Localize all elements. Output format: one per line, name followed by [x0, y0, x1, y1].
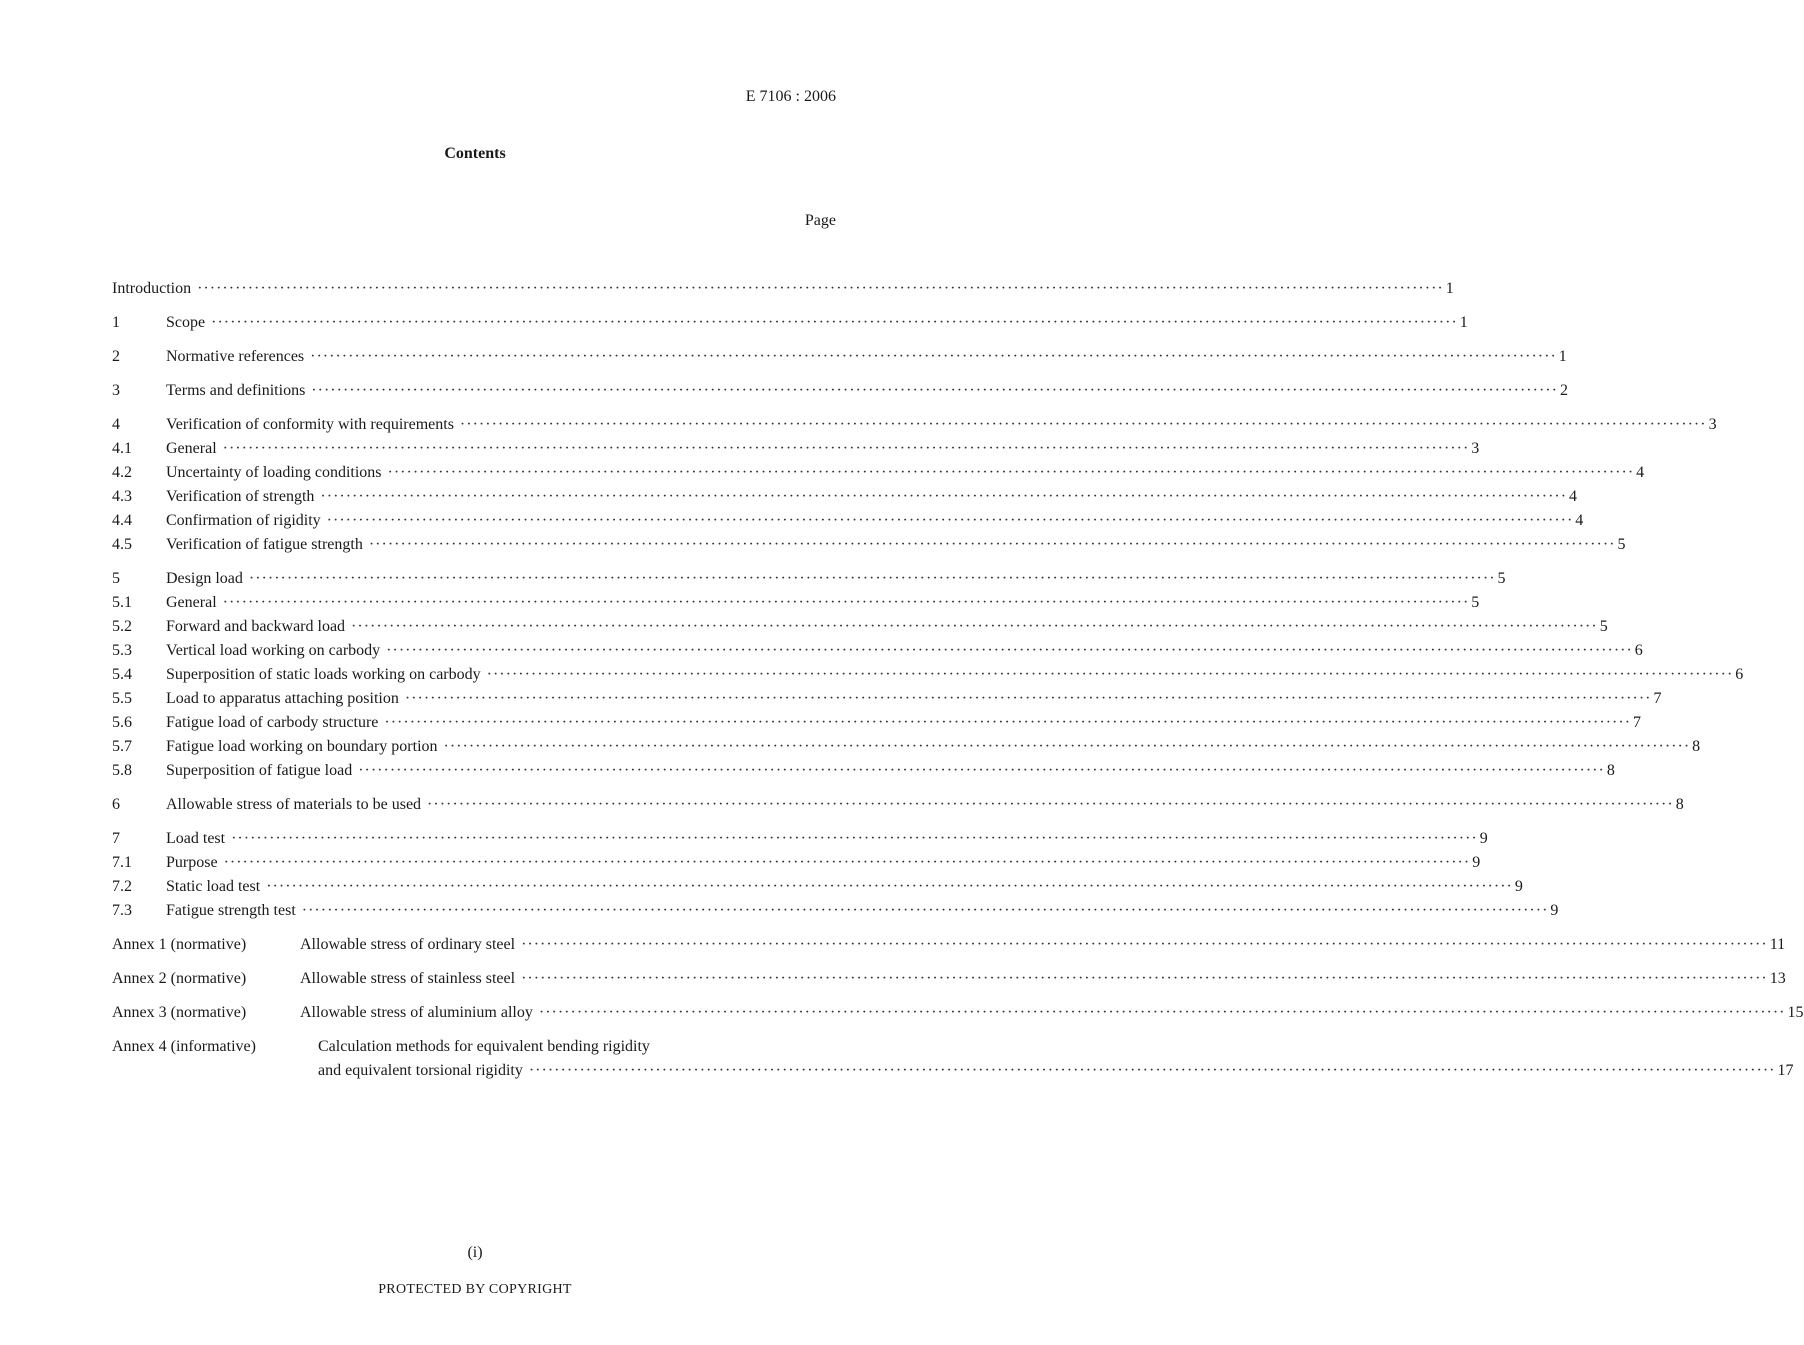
- toc-entry-title: General: [166, 594, 217, 611]
- dot-leader: [224, 851, 1471, 875]
- toc-entry-title: Verification of conformity with requirements: [166, 416, 454, 433]
- toc-entry-number: 3: [112, 382, 120, 399]
- toc-entry-page: 4: [1636, 464, 1645, 481]
- toc-entry-5-7[interactable]: [112, 735, 1701, 759]
- toc-entry-page: 15: [1787, 1004, 1804, 1021]
- dot-leader: [320, 485, 1567, 509]
- toc-entry-2[interactable]: [112, 345, 1567, 369]
- toc-entry-page: 5: [1599, 618, 1608, 635]
- toc-annex-4-title-block: [318, 1035, 1793, 1083]
- dot-leader: [386, 639, 1633, 663]
- toc-entry-title: Forward and backward load: [166, 618, 346, 635]
- toc-entry-number: 4.1: [112, 440, 132, 457]
- table-of-contents: [112, 277, 1804, 1083]
- toc-entry-title: Load test: [166, 830, 226, 847]
- toc-entry-7[interactable]: [112, 827, 1488, 851]
- toc-entry-number: 5.4: [112, 666, 132, 683]
- toc-entry-introduction[interactable]: [112, 277, 1454, 301]
- toc-entry-title: Normative references: [166, 348, 305, 365]
- toc-entry-number: 5.5: [112, 690, 132, 707]
- toc-entry-5-8[interactable]: [112, 759, 1615, 783]
- dot-leader: [427, 793, 1674, 817]
- toc-entry-page: 13: [1769, 970, 1786, 987]
- toc-entry-page: 1: [1445, 280, 1454, 297]
- toc-entry-annex-3[interactable]: [112, 1001, 1804, 1025]
- toc-entry-number: 5.8: [112, 762, 132, 779]
- toc-entry-title: Fatigue load working on boundary portion: [166, 738, 438, 755]
- dot-leader: [351, 615, 1598, 639]
- toc-entry-page: 3: [1708, 416, 1717, 433]
- toc-entry-title: Verification of strength: [166, 488, 315, 505]
- toc-entry-title-line-1: Calculation methods for equivalent bending rigidity: [318, 1038, 650, 1055]
- toc-entry-page: 9: [1472, 854, 1481, 871]
- dot-leader: [358, 759, 1605, 783]
- toc-entry-title: Confirmation of rigidity: [166, 512, 321, 529]
- toc-entry-title: Vertical load working on carbody: [166, 642, 381, 659]
- toc-entry-page: 5: [1497, 570, 1506, 587]
- toc-entry-number: 4.2: [112, 464, 132, 481]
- toc-entry-title: Uncertainty of loading conditions: [166, 464, 382, 481]
- toc-entry-title: Superposition of fatigue load: [166, 762, 353, 779]
- toc-entry-title: Verification of fatigue strength: [166, 536, 363, 553]
- toc-entry-number: 5.1: [112, 594, 132, 611]
- toc-entry-page: 7: [1653, 690, 1662, 707]
- toc-entry-title: Static load test: [166, 878, 261, 895]
- toc-entry-7-1[interactable]: [112, 851, 1481, 875]
- toc-entry-number: 5.7: [112, 738, 132, 755]
- dot-leader: [444, 735, 1691, 759]
- toc-entry-5-4[interactable]: [112, 663, 1744, 687]
- toc-entry-page: 6: [1634, 642, 1643, 659]
- toc-entry-5-6[interactable]: [112, 711, 1642, 735]
- toc-entry-number: 4.5: [112, 536, 132, 553]
- toc-entry-annex-2[interactable]: [112, 967, 1786, 991]
- dot-leader: [369, 533, 1616, 557]
- toc-entry-title: Allowable stress of stainless steel: [300, 970, 516, 987]
- toc-entry-title: Design load: [166, 570, 243, 587]
- dot-leader: [310, 345, 1557, 369]
- dot-leader: [384, 711, 1631, 735]
- toc-entry-3[interactable]: [112, 379, 1568, 403]
- dot-leader: [539, 1001, 1786, 1025]
- toc-entry-5-2[interactable]: [112, 615, 1608, 639]
- toc-entry-5[interactable]: [112, 567, 1506, 591]
- toc-entry-5-1[interactable]: [112, 591, 1480, 615]
- dot-leader: [223, 591, 1470, 615]
- toc-annex-label: Annex 1 (normative): [112, 936, 247, 953]
- toc-entry-number: 4: [112, 416, 120, 433]
- toc-entry-page: 7: [1633, 714, 1642, 731]
- copyright-notice: PROTECTED BY COPYRIGHT: [378, 1282, 572, 1297]
- toc-annex-label: Annex 4 (informative): [112, 1038, 256, 1055]
- toc-entry-title: Allowable stress of aluminium alloy: [300, 1004, 533, 1021]
- toc-entry-title: General: [166, 440, 217, 457]
- toc-entry-6[interactable]: [112, 793, 1684, 817]
- toc-entry-number: 7.2: [112, 878, 132, 895]
- toc-entry-4-5[interactable]: [112, 533, 1626, 557]
- toc-entry-number: 5.6: [112, 714, 132, 731]
- toc-entry-title: Allowable stress of materials to be used: [166, 796, 422, 813]
- toc-entry-page: 9: [1550, 902, 1559, 919]
- toc-entry-page: 17: [1777, 1062, 1794, 1079]
- dot-leader: [487, 663, 1734, 687]
- toc-entry-number: 1: [112, 314, 120, 331]
- dot-leader: [388, 461, 1635, 485]
- toc-entry-title: Fatigue load of carbody structure: [166, 714, 379, 731]
- toc-entry-page: 9: [1479, 830, 1488, 847]
- toc-entry-title-line-2: and equivalent torsional rigidity: [318, 1062, 523, 1079]
- dot-leader: [460, 413, 1707, 437]
- page-title: Contents: [444, 145, 506, 162]
- dot-leader: [249, 567, 1496, 591]
- dot-leader: [521, 967, 1768, 991]
- toc-entry-page: 1: [1558, 348, 1567, 365]
- toc-entry-number: 7.3: [112, 902, 132, 919]
- dot-leader: [327, 509, 1574, 533]
- toc-entry-page: 2: [1559, 382, 1568, 399]
- toc-entry-page: 9: [1514, 878, 1523, 895]
- toc-entry-4-3[interactable]: [112, 485, 1578, 509]
- toc-entry-number: 7: [112, 830, 120, 847]
- toc-entry-4-4[interactable]: [112, 509, 1584, 533]
- page-column-heading: Page: [804, 212, 836, 229]
- dot-leader: [302, 899, 1549, 923]
- toc-entry-title: Fatigue strength test: [166, 902, 296, 919]
- toc-annex-label: Annex 3 (normative): [112, 1004, 247, 1021]
- toc-entry-number: 2: [112, 348, 120, 365]
- dot-leader: [405, 687, 1652, 711]
- dot-leader: [211, 311, 1458, 335]
- toc-entry-annex-4[interactable]: [112, 1035, 1794, 1083]
- toc-entry-title: Purpose: [166, 854, 218, 871]
- toc-entry-page: 5: [1617, 536, 1626, 553]
- toc-entry-number: 5.2: [112, 618, 132, 635]
- toc-entry-annex-1[interactable]: [112, 933, 1786, 957]
- dot-leader: [521, 933, 1768, 957]
- toc-entry-page: 8: [1606, 762, 1615, 779]
- footer-page-number: (i): [467, 1244, 483, 1261]
- toc-entry-number: 5: [112, 570, 120, 587]
- toc-entry-number: 4.4: [112, 512, 132, 529]
- toc-entry-number: 4.3: [112, 488, 132, 505]
- dot-leader: [529, 1059, 1776, 1083]
- document-id: E 7106 : 2006: [745, 88, 836, 105]
- toc-entry-page: 6: [1735, 666, 1744, 683]
- toc-entry-4[interactable]: [112, 413, 1717, 437]
- toc-entry-title: Introduction: [112, 280, 192, 297]
- toc-entry-5-3[interactable]: [112, 639, 1643, 663]
- toc-entry-page: 8: [1675, 796, 1684, 813]
- toc-entry-title: Terms and definitions: [166, 382, 306, 399]
- toc-entry-number: 7.1: [112, 854, 132, 871]
- dot-leader: [223, 437, 1470, 461]
- toc-entry-title: Load to apparatus attaching position: [166, 690, 399, 707]
- dot-leader: [231, 827, 1478, 851]
- toc-entry-number: 6: [112, 796, 120, 813]
- toc-entry-page: 4: [1569, 488, 1578, 505]
- toc-entry-page: 11: [1769, 936, 1786, 953]
- toc-entry-5-5[interactable]: [112, 687, 1662, 711]
- toc-entry-page: 1: [1459, 314, 1468, 331]
- dot-leader: [266, 875, 1513, 899]
- toc-entry-7-2[interactable]: [112, 875, 1523, 899]
- toc-entry-4-2[interactable]: [112, 461, 1645, 485]
- toc-entry-page: 5: [1471, 594, 1480, 611]
- toc-entry-title: Allowable stress of ordinary steel: [300, 936, 516, 953]
- toc-entry-title: Scope: [166, 314, 206, 331]
- toc-entry-7-3[interactable]: [112, 899, 1559, 923]
- toc-entry-title: Superposition of static loads working on carbody: [166, 666, 481, 683]
- dot-leader: [197, 277, 1444, 301]
- toc-entry-title-line-2-row: [318, 1059, 1793, 1083]
- toc-entry-page: 8: [1692, 738, 1701, 755]
- toc-entry-page: 3: [1471, 440, 1480, 457]
- toc-entry-4-1[interactable]: [112, 437, 1480, 461]
- dot-leader: [311, 379, 1558, 403]
- toc-entry-number: 5.3: [112, 642, 132, 659]
- toc-entry-page: 4: [1575, 512, 1584, 529]
- toc-entry-1[interactable]: [112, 311, 1468, 335]
- toc-annex-label: Annex 2 (normative): [112, 970, 247, 987]
